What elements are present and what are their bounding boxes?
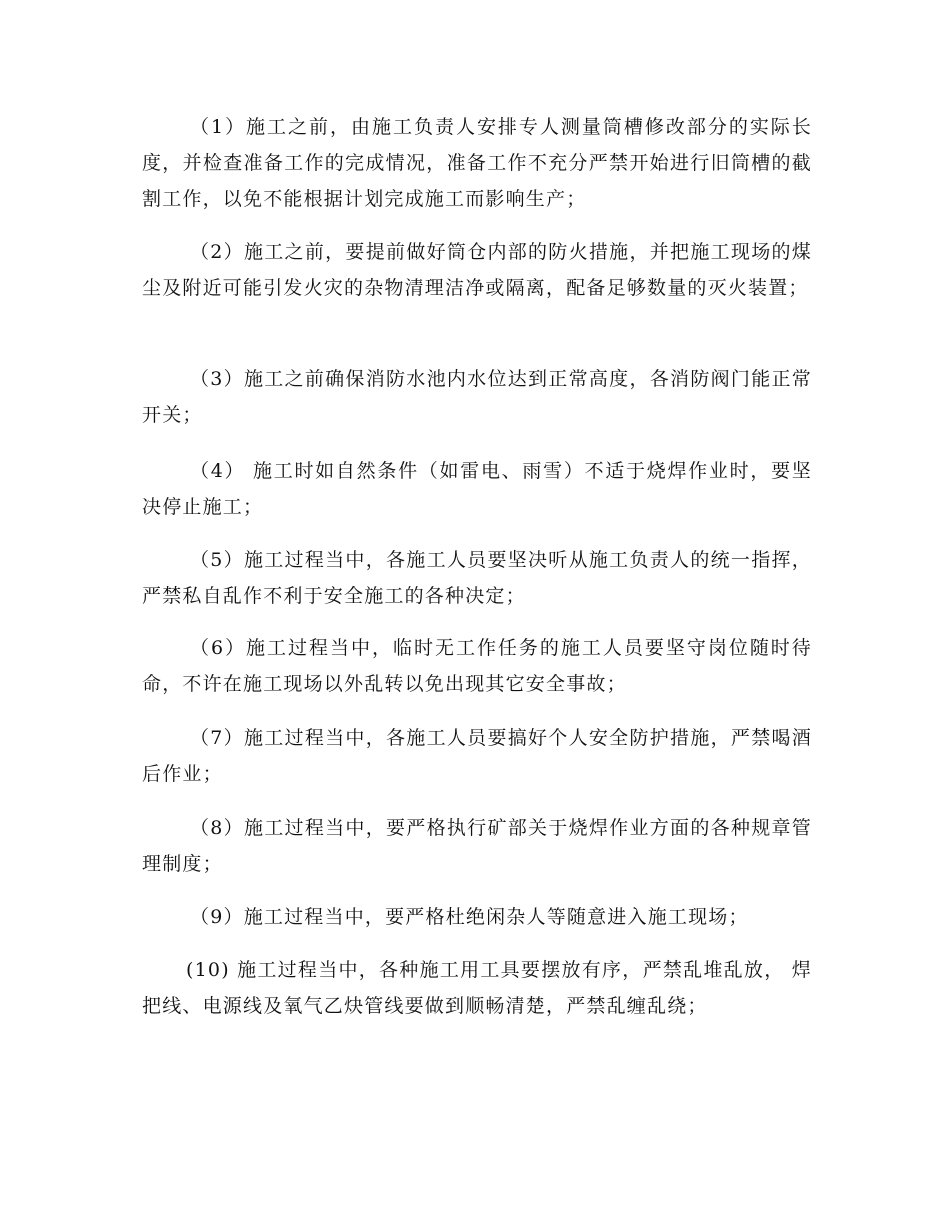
paragraph-9: （9）施工过程当中，要严格杜绝闲杂人等随意进入施工现场； [190, 906, 749, 928]
paragraph-4: （4） 施工时如自然条件（如雷电、雨雪）不适于烧焊作业时，要坚决停止施工； [142, 460, 812, 518]
paragraph-1: （1）施工之前，由施工负责人安排专人测量筒槽修改部分的实际长度，并检查准备工作的完成情况，准备工作不充分严禁开始进行旧筒槽的截割工作，以免不能根据计划完成施工而影响生产； [142, 116, 812, 210]
paragraph-10: (10) 施工过程当中，各种施工用工具要摆放有序，严禁乱堆乱放， 焊把线、电源线及氧气乙炔管线要做到顺畅清楚，严禁乱缠乱绕； [142, 959, 812, 1017]
paragraph-6: （6）施工过程当中，临时无工作任务的施工人员要坚守岗位随时待命，不许在施工现场以外乱转以免出现其它安全事故； [142, 637, 812, 695]
paragraph-2: （2）施工之前，要提前做好筒仓内部的防火措施，并把施工现场的煤尘及附近可能引发火灾的杂物清理洁净或隔离，配备足够数量的灭火装置； [142, 241, 812, 299]
paragraph-7: （7）施工过程当中，各施工人员要搞好个人安全防护措施，严禁喝酒后作业； [142, 727, 812, 785]
paragraph-8: （8）施工过程当中，要严格执行矿部关于烧焊作业方面的各种规章管理制度； [142, 817, 812, 875]
paragraph-3: （3）施工之前确保消防水池内水位达到正常高度，各消防阀门能正常开关； [142, 368, 812, 426]
paragraph-5: （5）施工过程当中，各施工人员要坚决听从施工负责人的统一指挥，严禁私自乱作不利于安全施工的各种决定； [142, 549, 812, 607]
